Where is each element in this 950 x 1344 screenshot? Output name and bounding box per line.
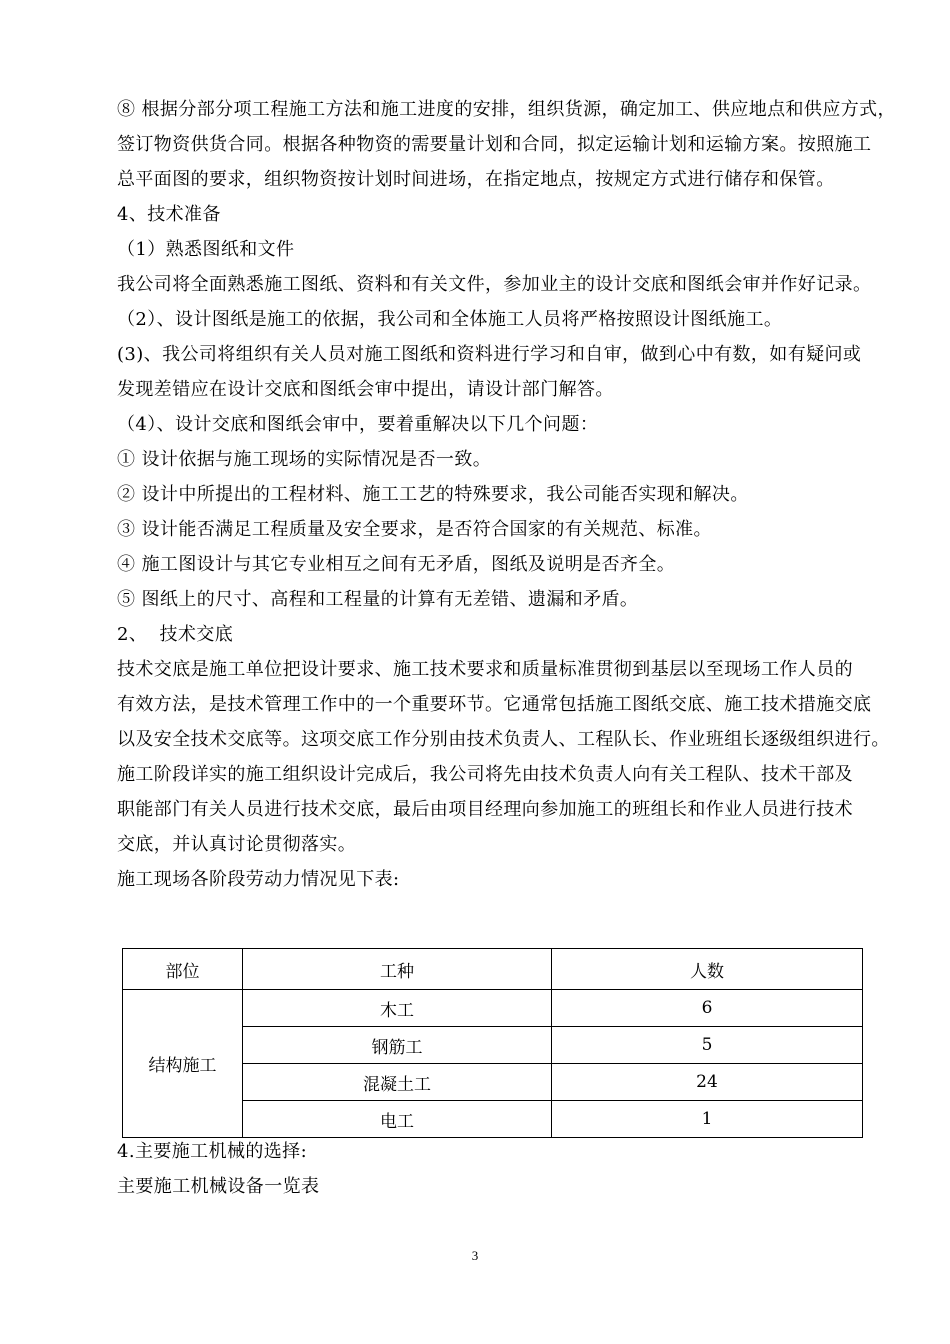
list-item: ⑤ 图纸上的尺寸、高程和工程量的计算有无差错、遗漏和矛盾。 xyxy=(117,589,639,610)
paragraph-line: (3)、我公司将组织有关人员对施工图纸和资料进行学习和自审，做到心中有数，如有疑问或 xyxy=(117,344,862,365)
section-heading: 4、技术准备 xyxy=(117,204,221,225)
paragraph-line: 有效方法，是技术管理工作中的一个重要环节。它通常包括施工图纸交底、施工技术措施交底 xyxy=(117,694,872,715)
section-heading: 2、 技术交底 xyxy=(117,624,234,645)
group-cell: 结构施工 xyxy=(123,990,243,1138)
header-cell-part: 部位 xyxy=(123,949,243,990)
trade-cell: 混凝土工 xyxy=(243,1064,552,1101)
count-cell: 6 xyxy=(552,990,863,1027)
count-cell: 1 xyxy=(552,1101,863,1138)
header-cell-count: 人数 xyxy=(552,949,863,990)
list-item: ② 设计中所提出的工程材料、施工工艺的特殊要求，我公司能否实现和解决。 xyxy=(117,484,749,505)
trade-cell: 钢筋工 xyxy=(243,1027,552,1064)
section-heading: 4.主要施工机械的选择: xyxy=(117,1141,308,1162)
count-cell: 5 xyxy=(552,1027,863,1064)
paragraph-line: 职能部门有关人员进行技术交底，最后由项目经理向参加施工的班组长和作业人员进行技术 xyxy=(117,799,853,820)
paragraph-line: 我公司将全面熟悉施工图纸、资料和有关文件，参加业主的设计交底和图纸会审并作好记录。 xyxy=(117,274,872,295)
page-number: 3 xyxy=(471,1248,479,1263)
trade-cell: 木工 xyxy=(243,990,552,1027)
trade-cell: 电工 xyxy=(243,1101,552,1138)
table-header-row xyxy=(123,949,863,990)
paragraph-line: 签订物资供货合同。根据各种物资的需要量计划和合同，拟定运输计划和运输方案。按照施工 xyxy=(117,134,872,155)
list-item: ③ 设计能否满足工程质量及安全要求，是否符合国家的有关规范、标准。 xyxy=(117,519,712,540)
count-cell: 24 xyxy=(552,1064,863,1101)
paragraph-line: 技术交底是施工单位把设计要求、施工技术要求和质量标准贯彻到基层以至现场工作人员的 xyxy=(117,659,853,680)
paragraph-line: 主要施工机械设备一览表 xyxy=(117,1176,320,1197)
paragraph-line: ⑧ 根据分部分项工程施工方法和施工进度的安排，组织货源，确定加工、供应地点和供应方式， xyxy=(117,99,896,120)
table-row xyxy=(123,990,863,1027)
list-item: ① 设计依据与施工现场的实际情况是否一致。 xyxy=(117,449,492,470)
paragraph-line: （2）、设计图纸是施工的依据，我公司和全体施工人员将严格按照设计图纸施工。 xyxy=(117,309,783,330)
paragraph-line: 交底，并认真讨论贯彻落实。 xyxy=(117,834,357,855)
header-cell-trade: 工种 xyxy=(243,949,552,990)
paragraph-line: 以及安全技术交底等。这项交底工作分别由技术负责人、工程队长、作业班组长逐级组织进行。 xyxy=(117,729,890,750)
subsection-heading: （1）熟悉图纸和文件 xyxy=(117,239,295,260)
paragraph-line: （4）、设计交底和图纸会审中，要着重解决以下几个问题： xyxy=(117,414,599,435)
paragraph-line: 施工现场各阶段劳动力情况见下表: xyxy=(117,869,400,890)
paragraph-line: 施工阶段详实的施工组织设计完成后，我公司将先由技术负责人向有关工程队、技术干部及 xyxy=(117,764,853,785)
paragraph-line: 发现差错应在设计交底和图纸会审中提出，请设计部门解答。 xyxy=(117,379,614,400)
labor-table xyxy=(122,948,863,1138)
list-item: ④ 施工图设计与其它专业相互之间有无矛盾，图纸及说明是否齐全。 xyxy=(117,554,676,575)
paragraph-line: 总平面图的要求，组织物资按计划时间进场，在指定地点，按规定方式进行储存和保管。 xyxy=(117,169,835,190)
